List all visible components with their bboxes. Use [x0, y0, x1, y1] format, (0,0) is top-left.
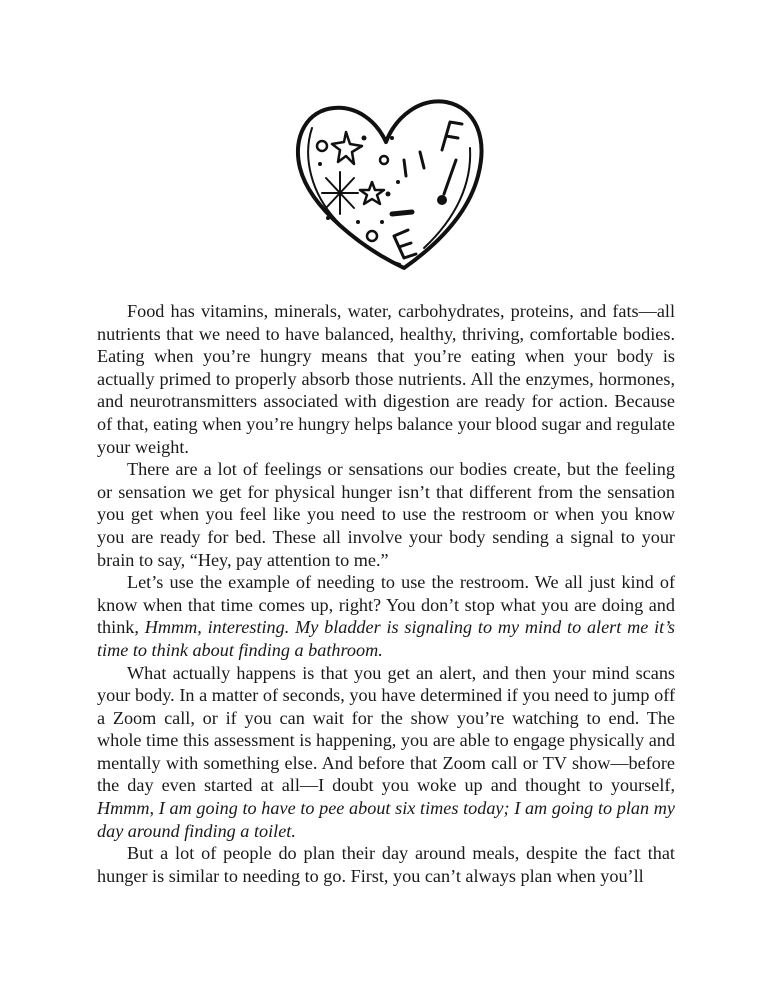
paragraph — [97, 842, 675, 887]
heart-illustration — [292, 98, 488, 278]
text-run: Let’s use the example of needing to use the restroom. We all just kind of know when that time comes up, right? You don’t stop what you are doing and think, — [97, 572, 675, 638]
paragraph — [97, 571, 675, 661]
doodle-heart-icon — [292, 98, 488, 278]
paragraph — [97, 458, 675, 571]
body-text — [97, 300, 675, 887]
paragraph — [97, 662, 675, 843]
text-run: But a lot of people do plan their day around meals, despite the fact that hunger is similar to needing to go. First, you can’t always plan when you’ll — [97, 843, 675, 886]
italic-thought: Hmmm, I am going to have to pee about six times today; I am going to plan my day around finding a toilet. — [97, 798, 675, 841]
text-run: Food has vitamins, minerals, water, carbohydrates, proteins, and fats—all nutrients that we need to have balanced, healthy, thriving, comfortable bodies. Eating when you’re hungry means that you’re eating when your body is actually primed to properly absorb those nutrients. All the enzymes, hormones, and neurotransmitters associated with digestion are ready for action. Because of that, eating when you’re hungry helps balance your blood sugar and regulate your weight. — [97, 301, 675, 457]
italic-thought: Hmmm, interesting. My bladder is signaling to my mind to alert me it’s time to think about finding a bathroom. — [97, 617, 675, 660]
paragraph — [97, 300, 675, 458]
text-run: What actually happens is that you get an alert, and then your mind scans your body. In a matter of seconds, you have determined if you need to jump off a Zoom call, or if you can wait for the show you’re watching to end. The whole time this assessment is happening, you are able to engage physically and mentally with something else. And before that Zoom call or TV show—before the day even started at all—I doubt you woke up and thought to yourself, — [97, 662, 675, 796]
text-run: There are a lot of feelings or sensations our bodies create, but the feeling or sensation we get for physical hunger isn’t that different from the sensation you get when you feel like you need to use the restroom or when you know you are ready for bed. These all involve your body sending a signal to your brain to say, “Hey, pay attention to me.” — [97, 459, 675, 570]
